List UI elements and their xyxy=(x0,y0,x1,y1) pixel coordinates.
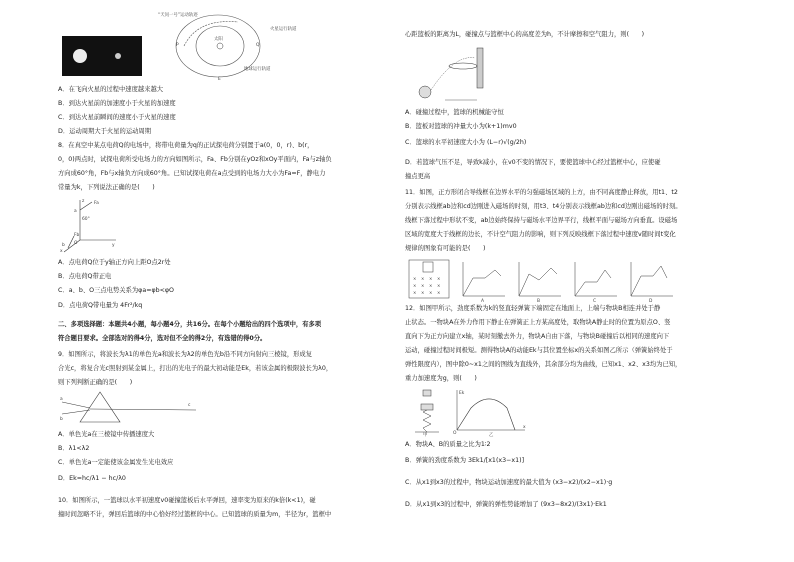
svg-text:甲: 甲 xyxy=(423,433,428,438)
q12-option-d: D．从x1到x3的过程中，弹簧的弹性势能增加了 (9x3−8x2)/(3x1)·Ek1 xyxy=(405,501,607,508)
svg-text:b: b xyxy=(60,417,63,422)
svg-text:×: × xyxy=(437,283,441,288)
q10-stem-line-2: 撞时间忽略不计，弹回后篮球的中心恰好经过篮框的中心。已知篮球的质量为m，半径为r，篮框中 xyxy=(58,511,332,518)
q11-stem-line-2: 分别表示线框ab边和cd边刚进入磁场的时刻，用t3、t4分别表示线框ab边和cd边刚出磁场的时刻。 xyxy=(405,203,682,210)
svg-text:×: × xyxy=(429,283,433,288)
q7-option-d: D．运动周期大于火星的运动周期 xyxy=(58,128,152,135)
q10-basketball-figure xyxy=(415,44,495,104)
q8-option-d: D．点电荷Q带电量为 4Fr²/kq xyxy=(58,302,143,309)
q9-stem-line-1: 9．如图所示，将波长为λ1的单色光a和波长为λ2的单色光b沿不同方向射向三棱镜，形成复 xyxy=(58,351,313,358)
svg-text:y: y xyxy=(112,243,115,248)
svg-text:60°: 60° xyxy=(82,217,90,222)
svg-text:乙: 乙 xyxy=(489,433,494,438)
svg-text:×: × xyxy=(421,276,425,281)
svg-text:×: × xyxy=(413,290,417,295)
orbit-diagram xyxy=(58,10,298,82)
svg-text:地球运行轨道: 地球运行轨道 xyxy=(244,67,271,72)
svg-text:Ek: Ek xyxy=(459,391,465,396)
svg-text:b: b xyxy=(62,243,65,248)
section2-heading-line-1: 二、多项选择题：本题共4小题，每小题4分，共16分。在每个小题给出的四个选项中，有多项 xyxy=(58,321,322,328)
q10-stem-continued: 心距篮板的距离为L，碰撞点与篮框中心的高度差为h，不计摩擦和空气阻力，则( ) xyxy=(405,31,645,38)
svg-text:O: O xyxy=(74,241,78,246)
svg-text:P: P xyxy=(176,43,179,48)
svg-text:a: a xyxy=(60,397,63,402)
q10-option-d-line-2: 撞点更高 xyxy=(405,173,431,180)
q10-option-a: A．碰撞过程中，篮球的机械能守恒 xyxy=(405,109,504,116)
q9-option-c: C．单色光a一定能使该金属发生光电效应 xyxy=(58,459,174,466)
q9-stem-line-3: 则下列判断正确的是( ) xyxy=(58,379,133,386)
q8-stem-line-4: 常量为k，下列说法正确的是( ) xyxy=(58,184,155,191)
q8-stem-line-2: 0，0)两点时，试探电荷所受电场力的方向如图所示，Fa、Fb分别在yOz和xOy平面内，Fa与z轴负 xyxy=(58,156,332,163)
q12-option-b: B．弹簧的劲度系数为 3Ek1/[x1(x3−x1)] xyxy=(405,457,525,464)
svg-text:a: a xyxy=(74,209,77,214)
q12-stem-line-5: 弹性限度内），图中除0~x1之间的图线为直线外，其余部分均为曲线，已知x1、x2、x3均为已知， xyxy=(405,361,682,368)
svg-text:×: × xyxy=(421,283,425,288)
svg-text:×: × xyxy=(421,290,425,295)
q12-stem-line-6: 重力加速度为g，则( ) xyxy=(405,375,477,382)
svg-text:E: E xyxy=(218,77,221,82)
svg-text:火星运行轨道: 火星运行轨道 xyxy=(270,27,297,32)
q9-option-b: B．λ1<λ2 xyxy=(58,445,90,452)
svg-text:D: D xyxy=(649,299,653,304)
q12-spring-figure xyxy=(409,388,529,436)
q8-option-b: B．点电荷Q带正电 xyxy=(58,273,112,280)
svg-text:x: x xyxy=(523,425,526,430)
q8-stem-line-3: 方向成60°角，Fb与x轴负方向成60°角。已知试探电荷在a点受到的电场力大小为Fa=F，静电力 xyxy=(58,170,326,177)
q9-option-d: D．Ek=hc/λ1 − hc/λ0 xyxy=(58,475,126,482)
svg-text:×: × xyxy=(437,276,441,281)
q12-stem-line-3: 直向下为正方向建立x轴，某时刻撤去外力，物块A自由下落，与物块B碰撞后以相同的速度向下 xyxy=(405,333,670,340)
q7-option-a: A．在飞向火星的过程中速度越来越大 xyxy=(58,86,164,93)
q8-coordinate-figure xyxy=(60,196,120,254)
svg-text:×: × xyxy=(413,283,417,288)
q12-option-a: A．物块A、B的质量之比为1∶2 xyxy=(405,441,491,448)
q8-option-a: A．点电荷Q位于y轴正方向上距O点2r处 xyxy=(58,259,171,266)
q12-stem-line-1: 12．如图甲所示，劲度系数为k的竖直轻弹簧下端固定在地面上，上端与物块B相连并处于静 xyxy=(405,305,661,312)
svg-text:Q: Q xyxy=(256,43,260,48)
svg-text:×: × xyxy=(429,276,433,281)
q10-option-b: B．篮板对篮球的冲量大小为(k+1)mv0 xyxy=(405,123,517,130)
q11-stem-line-3: 线框下落过程中形状不变，ab边始终保持与磁场水平边界平行，线框平面与磁场方向垂直。设磁场 xyxy=(405,217,678,224)
q12-option-c: C．从x1到x3的过程中，物块运动加速度的最大值为 (x3−x2)/(x2−x1)·g xyxy=(405,479,613,486)
q12-stem-line-2: 止状态。一物块A在外力作用下静止在弹簧正上方某高度处，取物块A静止时的位置为原点O、竖 xyxy=(405,319,671,326)
q10-option-c: C．篮球的水平初速度大小为 (L−r)√(g/2h) xyxy=(405,139,527,146)
svg-text:B: B xyxy=(537,299,541,304)
q11-graphs-figure xyxy=(405,258,735,302)
svg-text:×: × xyxy=(413,276,417,281)
q7-option-b: B．到达火星前的加速度小于火星的加速度 xyxy=(58,100,176,107)
svg-text:×: × xyxy=(437,290,441,295)
svg-text:Fa: Fa xyxy=(94,201,99,206)
section2-heading-line-2: 符合题目要求。全部选对的得4分，选对但不全的得2分，有选错的得0分。 xyxy=(58,335,267,342)
svg-text:太阳: 太阳 xyxy=(214,37,223,42)
svg-text:A: A xyxy=(481,299,485,304)
q8-option-c: C．a、b、O三点电势关系为φa=φb<φO xyxy=(58,287,175,294)
svg-text:z: z xyxy=(82,199,85,204)
svg-text:Fb: Fb xyxy=(74,233,80,238)
svg-text:O: O xyxy=(453,431,457,436)
q7-option-c: C．到达火星前瞬间的速度小于火星的速度 xyxy=(58,114,176,121)
q10-stem-line-1: 10．如图所示，一篮球以水平初速度v0碰撞篮板后水平弹回，速率变为原来的k倍(k<1)，碰 xyxy=(58,497,316,504)
q9-option-a: A．单色光a在三棱镜中传播速度大 xyxy=(58,431,155,438)
svg-text:×: × xyxy=(429,290,433,295)
q11-stem-line-5: 规律的图象有可能的是( ) xyxy=(405,245,486,252)
q11-stem-line-1: 11．如图，正方形闭合导线框在边界水平的匀强磁场区域的上方，由不同高度静止释放，用t1、t2 xyxy=(405,189,678,196)
q11-stem-line-4: 区域的宽度大于线框的边长，不计空气阻力的影响，则下列反映线框下落过程中速度v随时间t变化 xyxy=(405,231,676,238)
svg-text:x: x xyxy=(60,249,63,254)
svg-text:“天问一号”运动轨迹: “天问一号”运动轨迹 xyxy=(158,13,198,18)
q8-stem-line-1: 8．在真空中某点电荷Q的电场中，将带电荷量为q的正试探电荷分别置于a(0，0，r)、b(r， xyxy=(58,142,314,149)
q7-figure xyxy=(58,10,298,82)
q9-stem-line-2: 合光c，将复合光c照射到某金属上，打出的光电子的最大初动能是Ek，若该金属的极限波长为λ0， xyxy=(58,365,333,372)
q9-prism-figure xyxy=(60,390,200,426)
q10-option-d-line-1: D．若篮球气压不足，导致k减小，在v0不变的情况下，要使篮球中心经过篮框中心，应使碰 xyxy=(405,159,661,166)
q12-stem-line-4: 运动，碰撞过程时间极短。测得物块A的动能Ek与其位置坐标x的关系如图乙所示（弹簧始终处于 xyxy=(405,347,673,354)
svg-text:c: c xyxy=(188,403,191,408)
svg-text:C: C xyxy=(593,299,597,304)
